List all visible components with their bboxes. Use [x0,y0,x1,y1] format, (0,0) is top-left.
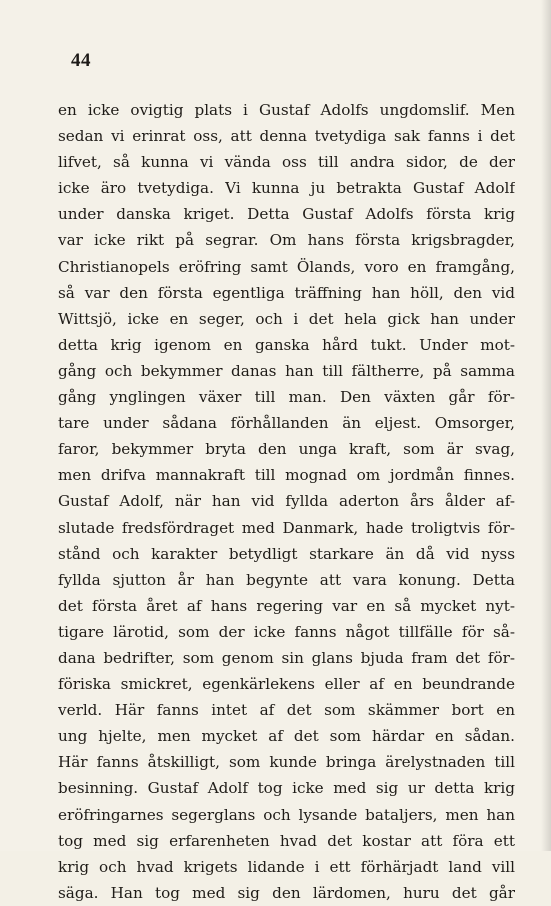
text-line: så var den första egentliga träffning han höll, den vid [58,283,515,302]
text-line: ung hjelte, men mycket af det som härdar en sådan. [58,727,515,746]
text-line: lifvet, så kunna vi vända oss till andra sidor, de der [58,153,515,172]
text-line: stånd och karakter betydligt starkare än då vid nyss [58,544,515,563]
text-line: gång ynglingen växer till man. Den växten går för- [58,388,515,407]
text-line: under danska kriget. Detta Gustaf Adolfs första krig [58,205,515,224]
text-line: det första året af hans regering var en så mycket nyt- [58,596,515,615]
text-line: dana bedrifter, som genom sin glans bjuda fram det för- [58,648,515,667]
page-edge-shadow [541,0,551,851]
text-line: detta krig igenom en ganska hård tukt. Under mot- [58,335,515,354]
text-line: en icke ovigtig plats i Gustaf Adolfs ungdomslif. Men [58,101,515,119]
text-line: fyllda sjutton år han begynte att vara konung. Detta [58,570,515,589]
text-line: Gustaf Adolf, när han vid fyllda aderton års ålder af- [58,492,515,511]
text-line: eröfringarnes segerglans och lysande bataljers, men han [58,805,515,824]
text-line: besinning. Gustaf Adolf tog icke med sig ur detta krig [58,779,515,798]
text-line: krig och hvad krigets lidande i ett förhärjadt land vill [58,857,515,876]
page-number: 44 [71,50,91,71]
text-line: slutade fredsfördraget med Danmark, hade troligtvis för- [58,518,515,537]
text-line: verld. Här fanns intet af det som skämmer bort en [58,701,515,720]
text-line: gång och bekymmer danas han till fältherre, på samma [58,361,515,380]
text-line: faror, bekymmer bryta den unga kraft, som är svag, [58,440,515,459]
text-line: men drifva mannakraft till mognad om jordmån finnes. [58,466,515,485]
body-text [58,97,515,906]
text-line: tare under sådana förhållanden än eljest. Omsorger, [58,414,515,433]
text-line: säga. Han tog med sig den lärdomen, huru det går [58,883,515,902]
text-line: Här fanns åtskilligt, som kunde bringa ärelystnaden till [58,753,515,772]
text-line: föriska smickret, egenkärlekens eller af en beundrande [58,675,515,694]
text-line: Wittsjö, icke en seger, och i det hela gick han under [58,309,515,328]
text-line: Christianopels eröfring samt Ölands, voro en framgång, [58,257,515,276]
text-line: icke äro tvetydiga. Vi kunna ju betrakta Gustaf Adolf [58,179,515,198]
text-line: tog med sig erfarenheten hvad det kostar att föra ett [58,831,515,850]
text-line: var icke rikt på segrar. Om hans första krigsbragder, [58,231,515,250]
text-line: tigare lärotid, som der icke fanns något tillfälle för så- [58,622,515,641]
text-line: sedan vi erinrat oss, att denna tvetydiga sak fanns i det [58,127,515,146]
